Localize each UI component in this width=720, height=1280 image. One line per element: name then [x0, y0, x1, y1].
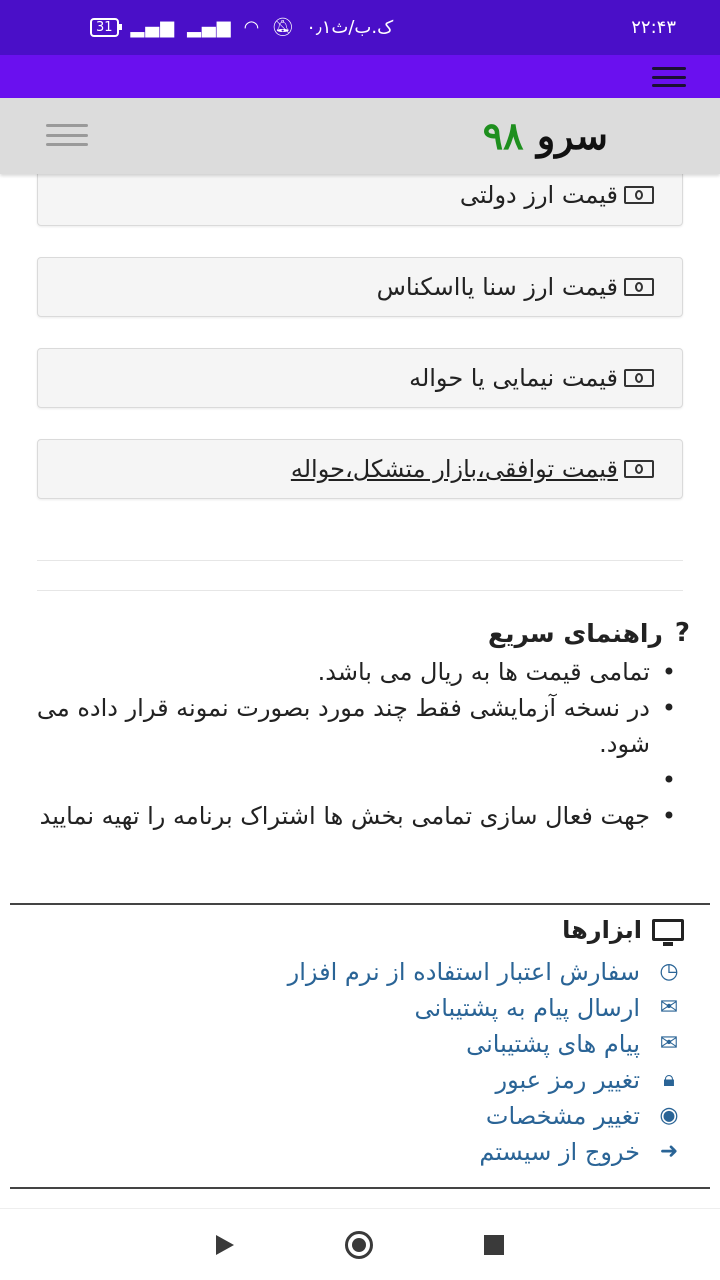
clock-icon: ◷ [659, 959, 679, 984]
card-negotiated-rate[interactable] [37, 439, 683, 499]
user-circle-icon: ◉ [659, 1103, 679, 1128]
money-icon [624, 460, 654, 478]
tool-order-credit[interactable] [30, 954, 684, 990]
card-label: قیمت نیمایی یا حواله [409, 364, 618, 392]
tool-change-password[interactable] [30, 1062, 684, 1098]
tool-label[interactable]: پیام های پشتیبانی [466, 1030, 640, 1058]
section-divider [10, 1187, 710, 1189]
card-label[interactable]: قیمت توافقی،بازار متشکل،حواله [290, 455, 618, 483]
back-icon[interactable] [216, 1235, 234, 1255]
status-bar [0, 0, 720, 55]
money-icon [624, 369, 654, 387]
tool-label[interactable]: تغییر مشخصات [485, 1102, 640, 1130]
status-icons [90, 17, 393, 38]
brand-number: ۹۸ [482, 113, 524, 158]
app-bar [0, 55, 720, 98]
money-icon [624, 186, 654, 204]
sign-out-icon: ➜ [659, 1139, 679, 1164]
tool-edit-profile[interactable] [30, 1098, 684, 1134]
tool-label[interactable]: سفارش اعتبار استفاده از نرم افزار [287, 958, 640, 986]
guide-item [30, 762, 650, 798]
guide-title [30, 618, 690, 648]
guide-title-text: راهنمای سریع [488, 618, 663, 648]
brand-word: سرو [536, 113, 608, 158]
divider [37, 560, 683, 561]
tool-support-messages[interactable] [30, 1026, 684, 1062]
brand-logo[interactable] [482, 113, 608, 158]
money-icon [624, 278, 654, 296]
tool-label[interactable]: تغییر رمز عبور [495, 1066, 640, 1094]
home-icon[interactable] [345, 1231, 373, 1259]
card-sana-rate[interactable] [37, 257, 683, 317]
tool-label[interactable]: ارسال پیام به پشتیبانی [414, 994, 640, 1022]
clock-time: ۲۲:۴۳ [631, 17, 676, 38]
nav-toggle-icon[interactable] [46, 124, 88, 146]
question-icon: ? [674, 618, 690, 648]
envelope-outline-icon: ✉ [659, 1031, 679, 1056]
divider [37, 590, 683, 591]
wifi-icon: ◠ [243, 17, 260, 38]
mute-icon: 🔕︎ [271, 17, 295, 38]
tools-section [30, 916, 684, 1170]
card-nima-rate[interactable] [37, 348, 683, 408]
desktop-icon [652, 919, 684, 941]
lock-icon: 🔒︎ [663, 1067, 675, 1092]
signal-icon-2: ▂▄▆ [187, 17, 232, 38]
envelope-solid-icon: ✉ [659, 995, 679, 1020]
guide-item: • جهت فعال سازی تمامی بخش ها اشتراک برنامه را تهیه نمایید [30, 798, 650, 834]
card-label: قیمت ارز دولتی [459, 181, 618, 209]
card-label: قیمت ارز سنا یااسکناس [376, 273, 618, 301]
section-divider [10, 903, 710, 905]
tool-logout[interactable] [30, 1134, 684, 1170]
android-nav-bar [0, 1208, 720, 1280]
site-navbar [0, 98, 720, 174]
recents-icon[interactable] [484, 1235, 504, 1255]
guide-item: • در نسخه آزمایشی فقط چند مورد بصورت نمونه قرار داده می شود. [30, 690, 650, 762]
signal-icon: ▂▄▆ [130, 17, 176, 38]
carrier-speed: ۰٫۱ک.ب/ث [306, 17, 394, 38]
quick-guide [30, 618, 690, 834]
battery-icon: 31 [90, 18, 119, 37]
tool-send-message[interactable] [30, 990, 684, 1026]
tools-title [30, 916, 684, 944]
tools-title-text: ابزارها [562, 916, 642, 944]
guide-list [30, 654, 690, 834]
tool-label[interactable]: خروج از سیستم [479, 1138, 640, 1166]
guide-item: • تمامی قیمت ها به ریال می باشد. [30, 654, 650, 690]
app-menu-icon[interactable] [652, 67, 686, 87]
